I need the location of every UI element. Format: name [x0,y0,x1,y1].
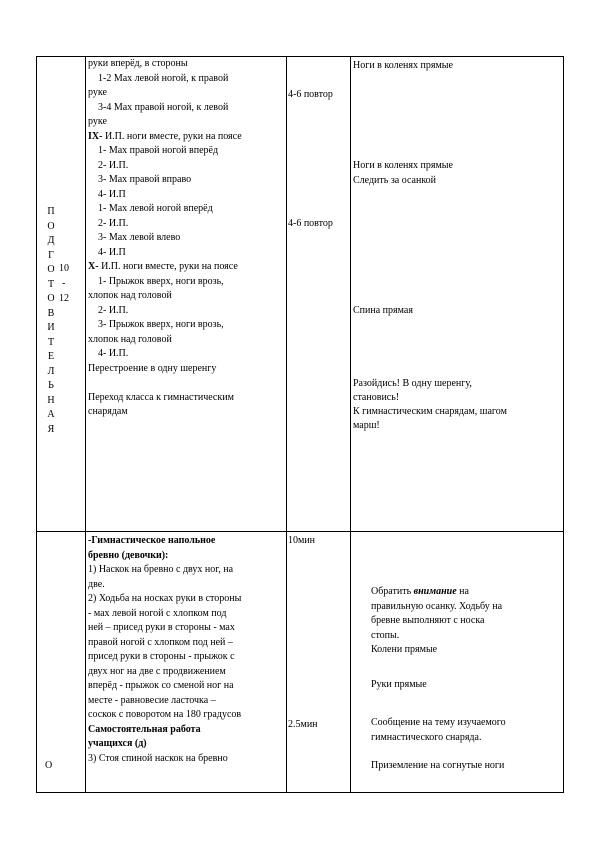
exercise-line: 2- И.П. [98,217,129,229]
time-label: 10мин [288,535,316,546]
exercise-line: 1- Прыжок вверх, ноги врозь, [98,275,224,287]
note-line: Руки прямые [371,679,427,690]
note-line: гимнастического снаряда. [371,731,482,743]
exercise-line: 3) Стоя спиной наскок на бревно [88,752,228,764]
exercise-line: ней – присед руки в стороны - мах [88,622,235,633]
exercise-line: 1) Наскок на бревно с двух ног, на [88,564,234,575]
vertical-section-title [44,205,58,437]
note-text: Ноги в коленях прямые [353,60,453,71]
letter: И [47,322,55,333]
letter: Н [47,394,55,406]
note-text: Спина прямая [353,305,413,316]
lesson-plan-table [36,56,564,793]
exercise-line: 3-4 Мах правой ногой, к левой [98,101,229,113]
exercise-line: Самостоятельная работа [88,723,201,735]
exercise-line: Перестроение в одну шеренгу [88,362,217,374]
exercise-line: 2- И.П. [98,159,129,171]
exercise-line: 4- И.П [98,188,126,200]
section-label-cell [37,532,86,793]
exercise-line: снарядам [88,406,128,417]
exercise-line: 1-2 Мах левой ногой, к правой [98,72,229,84]
exercise-line: 3- Мах правой вправо [98,174,192,185]
exercise-line: 3- Прыжок вверх, ноги врозь, [98,319,224,330]
exercise-line: вперёд - прыжок со сменой ног на [88,680,234,691]
exercise-line: руке [88,87,107,98]
exercise-line: 2- И.П. [98,304,129,316]
time-label: 2.5мин [288,719,318,730]
exercise-line: 4- И.П. [98,348,129,359]
section-letter: О [45,760,53,771]
exercise-line: хлопок над головой [88,290,172,301]
note-text: Разойдись! В одну шеренгу, [353,378,472,389]
letter: Л [47,365,55,377]
time-start: 10 [59,263,69,274]
exercise-list [88,534,284,766]
table-row [37,57,564,532]
note-line: бревне выполняют с носка [371,615,485,626]
letter: Я [47,423,55,435]
notes-cell [351,532,564,793]
note-line: Сообщение на тему изучаемого [371,717,506,728]
exercise-line: учащихся (д) [88,738,147,749]
note-line: стопы. [371,629,400,641]
exercise-line: 1- Мах правой ногой вперёд [98,145,219,156]
exercise-line [88,376,284,391]
exercise-list [88,57,284,420]
note-block [371,585,502,658]
note-text: становись! [353,392,400,403]
exercise-content-cell [86,532,287,793]
exercise-line: -Гимнастическое напольное [88,535,216,546]
dosage-cell [287,57,351,532]
dosage-cell [287,532,351,793]
exercise-line: правой ногой с хлопком под ней – [88,636,233,648]
exercise-line: 2) Ходьба на носках руки в стороны [88,593,242,604]
time-end: 12 [59,293,69,304]
table-row [37,532,564,793]
note-line: Колени прямые [371,644,438,655]
letter: П [47,206,55,217]
exercise-line: соскок с поворотом на 180 градусов [88,709,242,720]
reps-label: 4-6 повтор [288,218,333,229]
exercise-line: двух ног на две с продвижением [88,665,226,677]
exercise-line: 4- И.П [98,246,126,258]
letter: О [47,220,55,232]
reps-label: 4-6 повтор [288,89,333,100]
exercise-line: Переход класса к гимнастическим [88,391,234,403]
notes-cell [351,57,564,532]
letter: Д [47,235,55,246]
exercise-line: руке [88,116,107,127]
exercise-line: хлопок над головой [88,333,172,345]
note-text: марш! [353,420,380,431]
letter: О [47,293,55,304]
letter: А [47,409,55,420]
exercise-line: руки вперёд, в стороны [88,58,188,69]
note-block [371,716,506,745]
exercise-line: 1- Мах левой ногой вперёд [98,203,213,214]
letter: Т [47,278,55,290]
letter: Ь [48,380,54,391]
note-line: Обратить внимание на [371,586,469,597]
exercise-line: месте - равновесие ласточка – [88,694,216,706]
letter: Т [47,336,55,348]
note-line: Приземление на согнутые ноги [371,760,505,771]
exercise-line: бревно (девочки): [88,549,169,561]
letter: В [47,307,55,319]
exercise-line: две. [88,578,105,590]
note-line: правильную осанку. Ходьбу на [371,600,503,612]
time-dash: - [62,278,66,289]
letter: Г [48,249,54,261]
exercise-content-cell [86,57,287,532]
exercise-line: X- И.П. ноги вместе, руки на поясе [88,261,238,272]
letter: О [47,264,55,275]
note-text: Ноги в коленях прямые [353,160,453,171]
section-label-cell [37,57,86,532]
emphasis-text: внимание [413,586,457,597]
exercise-line: 3- Мах левой влево [98,232,181,243]
letter: Е [47,351,55,362]
exercise-line: - мах левой ногой с хлопком под [88,607,227,619]
note-text: Следить за осанкой [353,175,437,186]
exercise-line: IX- И.П. ноги вместе, руки на поясе [88,130,242,142]
exercise-line: присед руки в стороны - прыжок с [88,651,235,662]
note-text: К гимнастическим снарядам, шагом [353,406,507,417]
